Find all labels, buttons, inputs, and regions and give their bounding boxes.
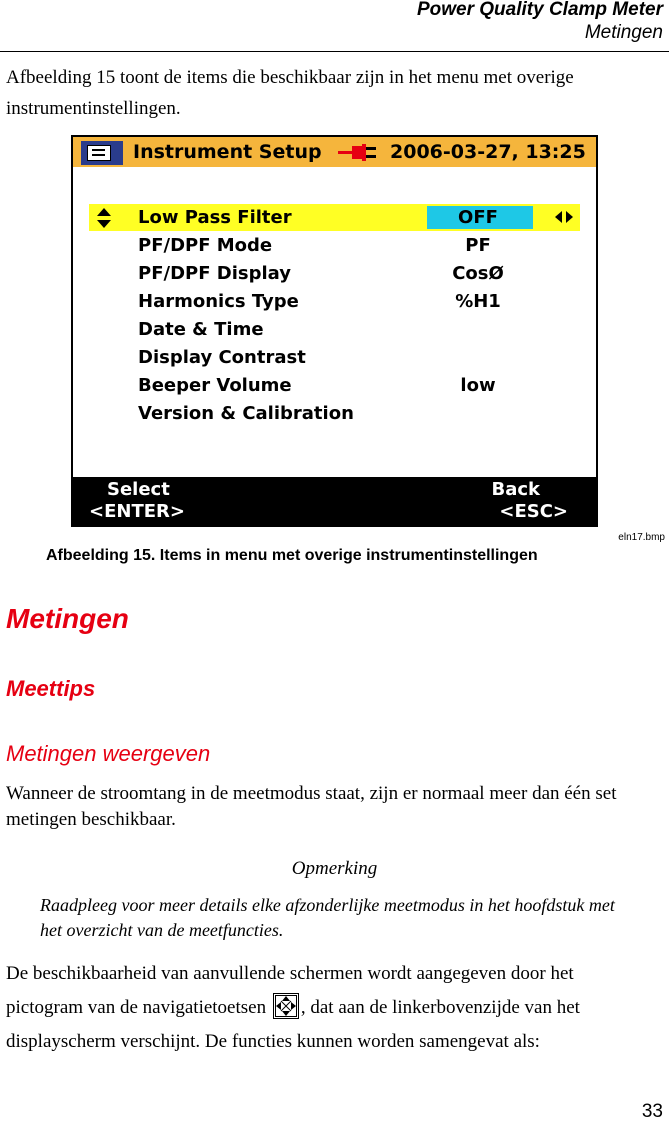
image-filename: eln17.bmp <box>618 532 665 543</box>
menu-item-version-calibration[interactable] <box>73 400 596 427</box>
heading-metingen: Metingen <box>6 603 129 634</box>
navigation-keys-icon <box>273 993 299 1019</box>
header-rule <box>0 51 669 52</box>
menu-item-value: CosØ <box>452 263 504 284</box>
screen-title-bar <box>73 137 596 167</box>
left-right-arrows-icon <box>555 211 573 223</box>
screen-datetime: 2006-03-27, 13:25 <box>390 141 586 163</box>
note-body: Raadpleeg voor meer details elke afzonderlijke meetmodus in het hoofdstuk met het overzicht van de meetfuncties. <box>40 895 615 940</box>
menu-item-value: PF <box>465 235 491 256</box>
back-softkey-label: Back <box>491 479 540 500</box>
power-plug-icon <box>338 141 380 163</box>
intro-paragraph: Afbeelding 15 toont de items die beschikbaar zijn in het menu met overige instrumentinstellingen. <box>6 67 574 119</box>
menu-item-display-contrast[interactable] <box>73 344 596 371</box>
menu-item-label: PF/DPF Display <box>138 263 291 284</box>
screen-title: Instrument Setup <box>133 141 322 163</box>
esc-key-label: <ESC> <box>499 501 568 522</box>
menu-item-beeper-volume[interactable] <box>73 372 596 399</box>
menu-item-pf-dpf-mode[interactable] <box>73 232 596 259</box>
heading-metingen-weergeven: Metingen weergeven <box>6 741 211 766</box>
screen-menu-list <box>73 167 596 477</box>
page-number: 33 <box>641 1101 663 1122</box>
running-header-title: Power Quality Clamp Meter <box>416 0 663 20</box>
paragraph-navigation <box>6 957 651 1059</box>
paragraph-meetmodus: Wanneer de stroomtang in de meetmodus staat, zijn er normaal meer dan één set metingen beschikbaar. <box>6 783 617 830</box>
enter-key-label: <ENTER> <box>89 501 185 522</box>
figure-caption: Afbeelding 15. Items in menu met overige instrumentinstellingen <box>46 547 538 564</box>
menu-icon <box>81 141 123 165</box>
menu-item-label: Version & Calibration <box>138 403 354 424</box>
select-softkey-label: Select <box>107 479 170 500</box>
running-header-section: Metingen <box>584 22 663 43</box>
up-down-arrows-icon <box>97 208 111 228</box>
menu-item-date-time[interactable] <box>73 316 596 343</box>
menu-item-label: Harmonics Type <box>138 291 299 312</box>
instrument-setup-screen <box>71 135 598 527</box>
select-softkey[interactable] <box>89 479 185 523</box>
menu-item-label: Low Pass Filter <box>138 207 292 228</box>
paragraph-navigation-start: De beschikbaarheid van aanvullende schermen wordt aangegeven door het pictogram van de navigatietoetsen <box>6 963 574 1018</box>
menu-item-value: OFF <box>458 207 498 228</box>
screen-softkey-bar <box>73 477 596 525</box>
menu-item-label: Display Contrast <box>138 347 306 368</box>
menu-item-low-pass-filter[interactable] <box>73 204 596 231</box>
menu-item-pf-dpf-display[interactable] <box>73 260 596 287</box>
note-title: Opmerking <box>291 858 378 879</box>
menu-item-harmonics-type[interactable] <box>73 288 596 315</box>
paragraph-navigation-end: , dat aan de linkerbovenzijde van het displayscherm verschijnt. De functies kunnen worden samengevat als: <box>6 997 580 1052</box>
menu-item-label: Date & Time <box>138 319 264 340</box>
back-softkey[interactable] <box>491 479 568 523</box>
menu-item-label: Beeper Volume <box>138 375 292 396</box>
menu-item-label: PF/DPF Mode <box>138 235 273 256</box>
menu-item-value: low <box>460 375 496 396</box>
menu-item-value: %H1 <box>455 291 501 312</box>
heading-meettips: Meettips <box>6 676 96 701</box>
